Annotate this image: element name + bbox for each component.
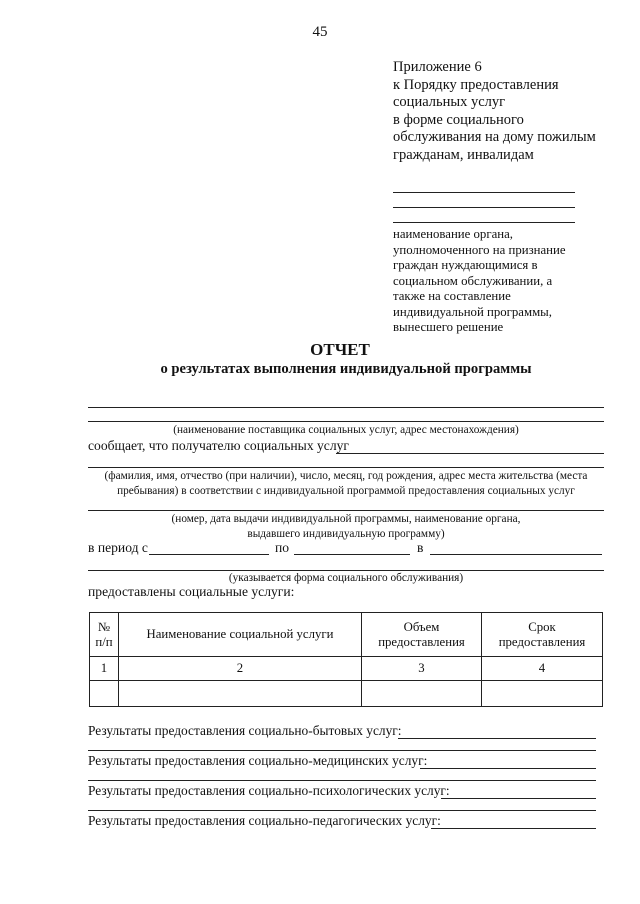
appendix-line: обслуживания на дому пожилым	[393, 129, 596, 146]
page-number: 45	[312, 24, 328, 40]
period-to-label: по	[275, 540, 290, 555]
result-label-household: Результаты предоставления социально-бытовых услуг:	[88, 723, 402, 738]
authority-blank-line	[393, 222, 575, 223]
authority-blank-line	[393, 207, 575, 208]
column-number: 4	[482, 657, 603, 681]
header-term: Срок предоставления	[482, 613, 603, 657]
services-provided-label: предоставлены социальные услуги:	[88, 584, 295, 599]
table-header-row	[90, 613, 603, 657]
header-service-name: Наименование социальной услуги	[119, 613, 362, 657]
program-hint: выдавшего индивидуальную программу)	[247, 528, 445, 540]
result-field[interactable]	[431, 828, 596, 829]
header-number: № п/п	[90, 613, 119, 657]
appendix-line: в форме социального	[393, 111, 524, 128]
period-to-field[interactable]	[294, 554, 410, 555]
result-label-psychological: Результаты предоставления социально-психологических услуг:	[88, 783, 450, 798]
result-field[interactable]	[398, 738, 596, 739]
recipient-label: сообщает, что получателю социальных услуг	[88, 438, 349, 453]
column-number: 2	[119, 657, 362, 681]
result-label-pedagogical: Результаты предоставления социально-педагогических услуг:	[88, 813, 441, 828]
program-hint: (номер, дата выдачи индивидуальной программы, наименование органа,	[171, 513, 521, 525]
appendix-line: Приложение 6	[393, 59, 482, 75]
header-volume: Объем предоставления	[362, 613, 482, 657]
appendix-line: гражданам, инвалидам	[393, 146, 534, 163]
table-row	[90, 681, 603, 707]
provider-hint: (наименование поставщика социальных услуг, адрес местонахождения)	[173, 424, 519, 436]
result-field[interactable]	[420, 768, 596, 769]
table-cell[interactable]	[362, 681, 482, 707]
program-blank-line[interactable]	[88, 510, 604, 511]
table-cell[interactable]	[119, 681, 362, 707]
report-title: ОТЧЕТ	[310, 340, 370, 359]
table-cell[interactable]	[90, 681, 119, 707]
period-from-label: в период с	[88, 540, 148, 555]
recipient-hint: (фамилия, имя, отчество (при наличии), число, месяц, год рождения, адрес места жительства (места	[104, 470, 588, 482]
result-field[interactable]	[88, 810, 596, 811]
form-blank-line[interactable]	[88, 570, 604, 571]
form-hint: (указывается форма социального обслуживания)	[228, 572, 464, 584]
appendix-line: социальных услуг	[393, 94, 506, 111]
authority-blank-line	[393, 192, 575, 193]
appendix-line: к Порядку предоставления	[393, 76, 559, 93]
result-label-medical: Результаты предоставления социально-медицинских услуг:	[88, 753, 428, 768]
report-subtitle: о результатах выполнения индивидуальной программы	[160, 361, 532, 377]
table-numbering-row	[90, 657, 603, 681]
authority-caption-line: индивидуальной программы,	[393, 304, 552, 319]
authority-caption-line: наименование органа,	[393, 227, 513, 241]
services-table	[89, 612, 603, 707]
authority-caption-line: социальном обслуживании, а	[393, 273, 553, 288]
period-from-field[interactable]	[149, 554, 269, 555]
period-in-field[interactable]	[430, 554, 602, 555]
authority-caption-line: также на составление	[393, 289, 511, 303]
provider-blank-line	[88, 407, 604, 408]
table-cell[interactable]	[482, 681, 603, 707]
recipient-blank-line[interactable]	[88, 467, 604, 468]
result-field[interactable]	[441, 798, 596, 799]
result-field[interactable]	[88, 750, 596, 751]
column-number: 3	[362, 657, 482, 681]
appendix-header	[393, 59, 596, 165]
result-field[interactable]	[88, 780, 596, 781]
period-in-label: в	[417, 540, 424, 555]
authority-caption-line: вынесшего решение	[393, 320, 504, 334]
recipient-blank-line[interactable]	[336, 453, 604, 454]
column-number: 1	[90, 657, 119, 681]
authority-caption-line: уполномоченного на признание	[393, 242, 566, 257]
authority-caption-line: граждан нуждающимися в	[393, 258, 538, 272]
recipient-hint: пребывания) в соответствии с индивидуальной программой предоставления социальных услуг	[117, 485, 575, 497]
authority-caption	[393, 227, 566, 336]
provider-blank-line	[88, 421, 604, 422]
